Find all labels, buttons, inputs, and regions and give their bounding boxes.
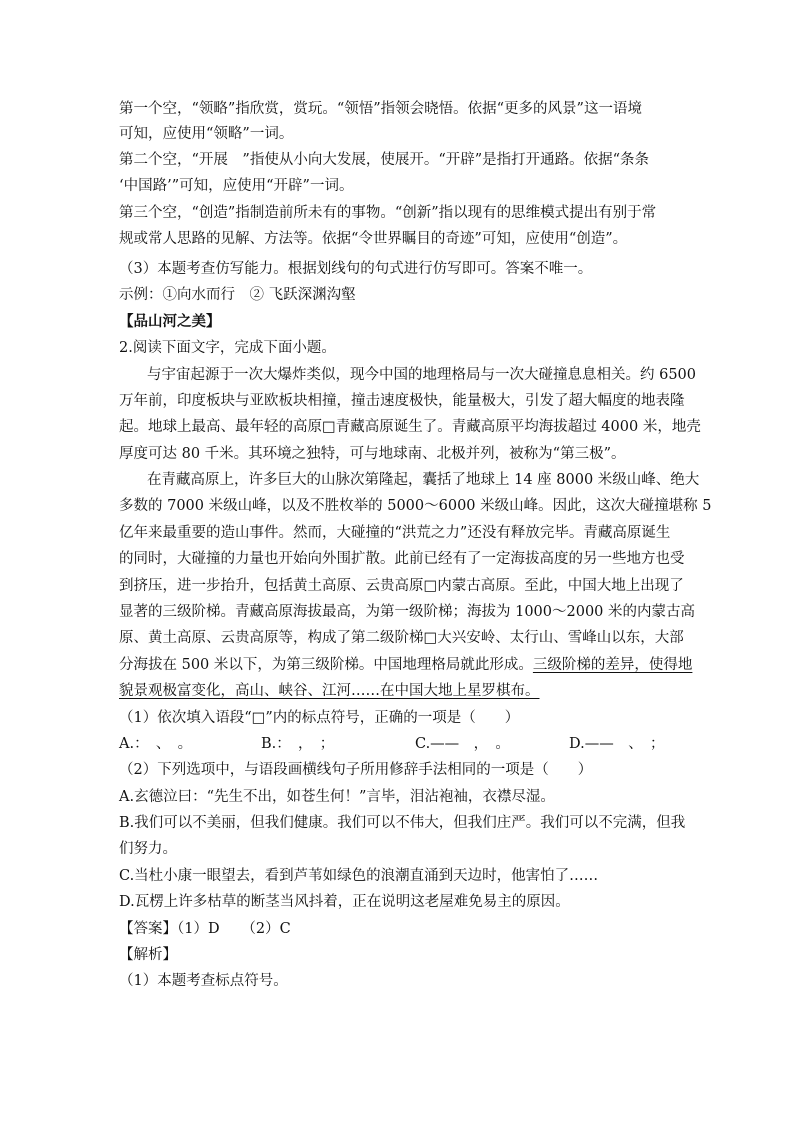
section-heading: 【品山河之美】 xyxy=(119,313,221,330)
choice-b-continued: 们努力。 xyxy=(119,841,177,857)
passage-line: 显著的三级阶梯。青藏高原海拔最高，为第一级阶梯；海拔为 1000～2000 米的内蒙古高 xyxy=(119,604,696,620)
underlined-sentence-continued: 貌景观极富变化，高山、峡谷、江河……在中国大地上星罗棋布。 xyxy=(119,683,540,699)
passage-line: 的同时，大碰撞的力量也开始向外围扩散。此前已经有了一定海拔高度的另一些地方也受 xyxy=(119,551,685,567)
passage-line: 原、黄土高原、云贵高原等，构成了第二级阶梯□大兴安岭、太行山、雪峰山以东，大部 xyxy=(119,630,684,646)
option-d: D.—— 、 ； xyxy=(569,736,665,752)
underlined-sentence: 三级阶梯的差异，使得地 xyxy=(532,657,693,673)
passage-line: 在青藏高原上，许多巨大的山脉次第隆起，囊括了地球上 14 座 8000 米级山峰、绝大 xyxy=(147,472,700,488)
passage-text: 分海拔在 500 米以下，为第三级阶梯。中国地理格局就此形成。 xyxy=(119,657,533,673)
passage-line: 多数的 7000 米级山峰，以及不胜枚举的 5000～6000 米级山峰。因此，这次大碰撞堪称 5 xyxy=(119,498,712,514)
passage-line: 到挤压，进一步抬升，包括黄土高原、云贵高原□内蒙古高原。至此，中国大地上出现了 xyxy=(119,578,684,594)
passage-line: 万年前，印度板块与亚欧板块相撞，撞击速度极快，能量极大，引发了超大幅度的地表隆 xyxy=(119,393,685,409)
option-b: B.： ， ； xyxy=(261,736,335,752)
choice-a: A.玄德泣曰：“先生不出，如苍生何！”言毕，泪沾袍袖，衣襟尽湿。 xyxy=(119,789,555,805)
text-line: 第三个空，“创造”指制造前所未有的事物。“创新”指以现有的思维模式提出有别于常 xyxy=(119,205,657,221)
option-a: A.： 、 。 xyxy=(119,736,193,752)
text-line: 第一个空，“领略”指欣赏，赏玩。“领悟”指领会晓悟。依据“更多的风景”这一语境 xyxy=(119,101,642,117)
question-title: 2.阅读下面文字，完成下面小题。 xyxy=(119,340,336,356)
analysis-heading: 【解析】 xyxy=(119,947,177,963)
passage-line: 起。地球上最高、最年轻的高原□青藏高原诞生了。青藏高原平均海拔超过 4000 米，地壳 xyxy=(119,419,701,435)
passage-line: 亿年来最重要的造山事件。然而，大碰撞的“洪荒之力”还没有释放完毕。青藏高原诞生 xyxy=(119,525,671,541)
choice-c: C.当杜小康一眼望去，看到芦苇如绿色的浪潮直涌到天边时，他害怕了…… xyxy=(119,868,599,884)
passage-line: 厚度可达 80 千米。其环境之独特，可与地球南、北极并列，被称为“第三极”。 xyxy=(119,446,626,462)
question-1-stem: （1）依次填入语段“□”内的标点符号，正确的一项是（ ） xyxy=(119,710,520,726)
choice-d: D.瓦楞上许多枯草的断茎当风抖着，正在说明这老屋难免易主的原因。 xyxy=(119,894,570,910)
question-2-stem: （2）下列选项中，与语段画横线句子所用修辞手法相同的一项是（ ） xyxy=(119,762,593,778)
analysis-line: （1）本题考查标点符号。 xyxy=(119,973,288,989)
text-line: 可知，应使用“领略”一词。 xyxy=(119,126,294,142)
passage-line xyxy=(119,656,693,674)
text-line: （3）本题考查仿写能力。根据划线句的句式进行仿写即可。答案不唯一。 xyxy=(119,261,593,277)
choice-b: B.我们可以不美丽，但我们健康。我们可以不伟大，但我们庄严。我们可以不完满，但我 xyxy=(119,815,686,831)
passage-line: 与宇宙起源于一次大爆炸类似，现今中国的地理格局与一次大碰撞息息相关。约 6500 xyxy=(147,367,697,383)
text-line: 第二个空，“开展 ”指使从小向大发展，使展开。“开辟”是指打开通路。依据“条条 xyxy=(119,152,650,168)
text-line: ‘中国路’”可知，应使用“开辟”一词。 xyxy=(119,178,354,194)
answer-line: 【答案】（1）D （2）C xyxy=(119,921,291,937)
text-line: 示例：①向水而行 ② 飞跃深渊沟壑 xyxy=(119,287,356,303)
text-line: 规或常人思路的见解、方法等。依据“令世界瞩目的奇迹”可知，应使用“创造”。 xyxy=(119,231,628,247)
option-c: C.—— ， 。 xyxy=(415,736,510,752)
